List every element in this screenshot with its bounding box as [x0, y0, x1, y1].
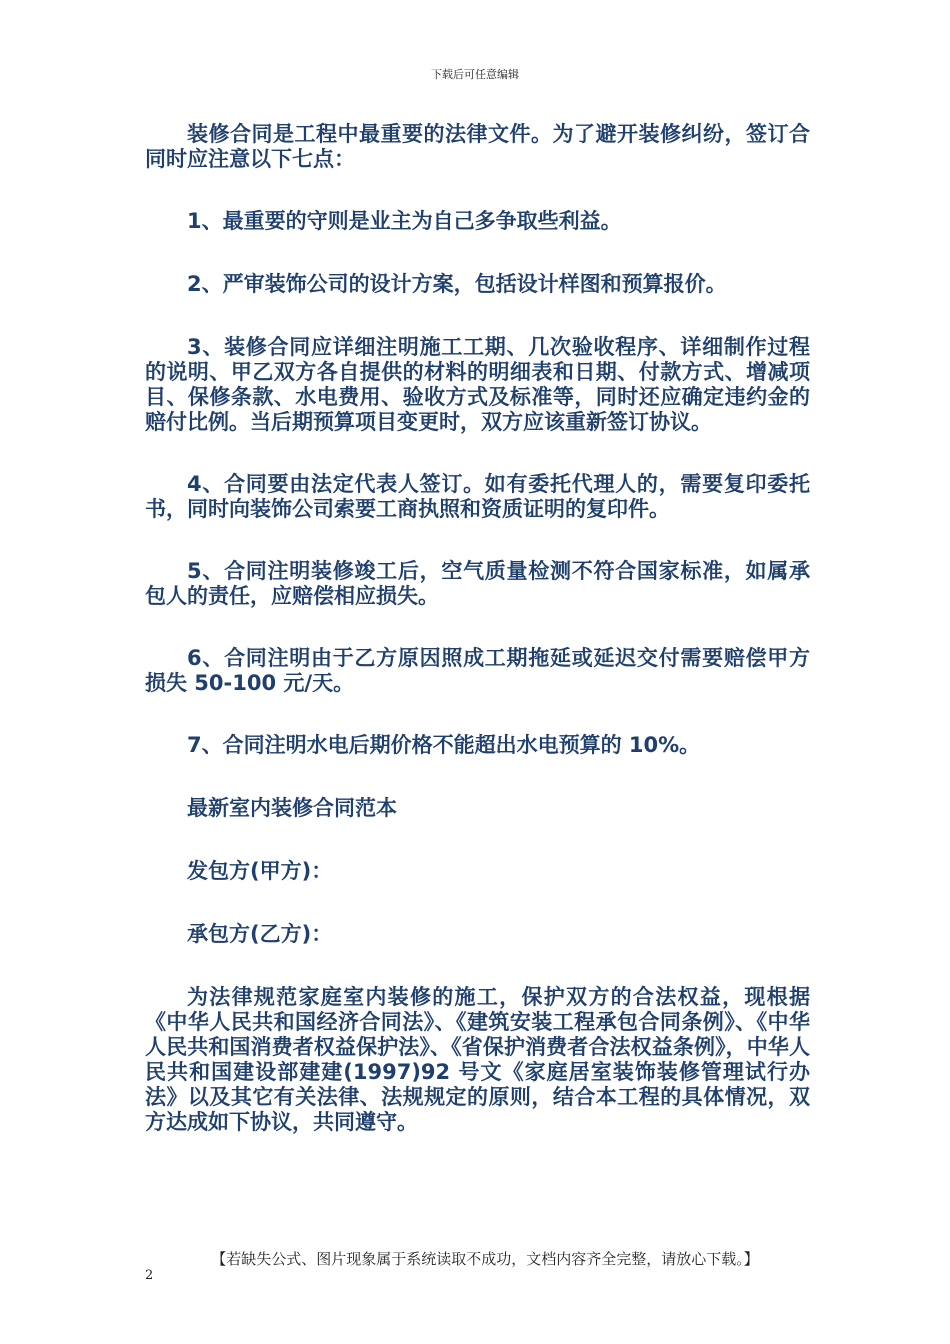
point-5-paragraph: 5、合同注明装修竣工后，空气质量检测不符合国家标准，如属承包人的责任，应赔偿相应损失。 — [145, 559, 810, 608]
contract-title: 最新室内装修合同范本 — [187, 796, 397, 820]
footer-note: 【若缺失公式、图片现象属于系统读取不成功，文档内容齐全完整，请放心下载。】 — [211, 1250, 759, 1268]
party-a-line: 发包方(甲方)： — [187, 859, 333, 883]
point-7-paragraph: 7、合同注明水电后期价格不能超出水电预算的 10%。 — [187, 733, 701, 757]
point-1-paragraph: 1、最重要的守则是业主为自己多争取些利益。 — [187, 209, 622, 233]
intro-paragraph: 装修合同是工程中最重要的法律文件。为了避开装修纠纷，签订合同时应注意以下七点： — [145, 122, 810, 171]
party-b-line: 承包方(乙方)： — [187, 922, 333, 946]
page-number: 2 — [145, 1268, 154, 1283]
point-2-paragraph: 2、严审装饰公司的设计方案，包括设计样图和预算报价。 — [187, 272, 727, 296]
page-header: 下载后可任意编辑 — [431, 68, 519, 81]
point-6-paragraph: 6、合同注明由于乙方原因照成工期拖延或延迟交付需要赔偿甲方损失 50-100 元/天。 — [145, 646, 810, 695]
contract-preamble-paragraph: 为法律规范家庭室内装修的施工，保护双方的合法权益，现根据《中华人民共和国经济合同法》、《建筑安装工程承包合同条例》、《中华人民共和国消费者权益保护法》、《省保护消费者合法权益条例》，中华人民共和国建设部建建(1997)92 号文《家庭居室装饰装修管理试行办法》以及其它有关法律、法规规定的原则，结合本工程的具体情况，双方达成如下协议，共同遵守。 — [145, 985, 810, 1134]
point-4-paragraph: 4、合同要由法定代表人签订。如有委托代理人的，需要复印委托书，同时向装饰公司索要工商执照和资质证明的复印件。 — [145, 472, 810, 521]
document-body — [145, 122, 810, 1172]
point-3-paragraph: 3、装修合同应详细注明施工工期、几次验收程序、详细制作过程的说明、甲乙双方各自提供的材料的明细表和日期、付款方式、增减项目、保修条款、水电费用、验收方式及标准等，同时还应确定违约金的赔付比例。当后期预算项目变更时，双方应该重新签订协议。 — [145, 335, 810, 434]
